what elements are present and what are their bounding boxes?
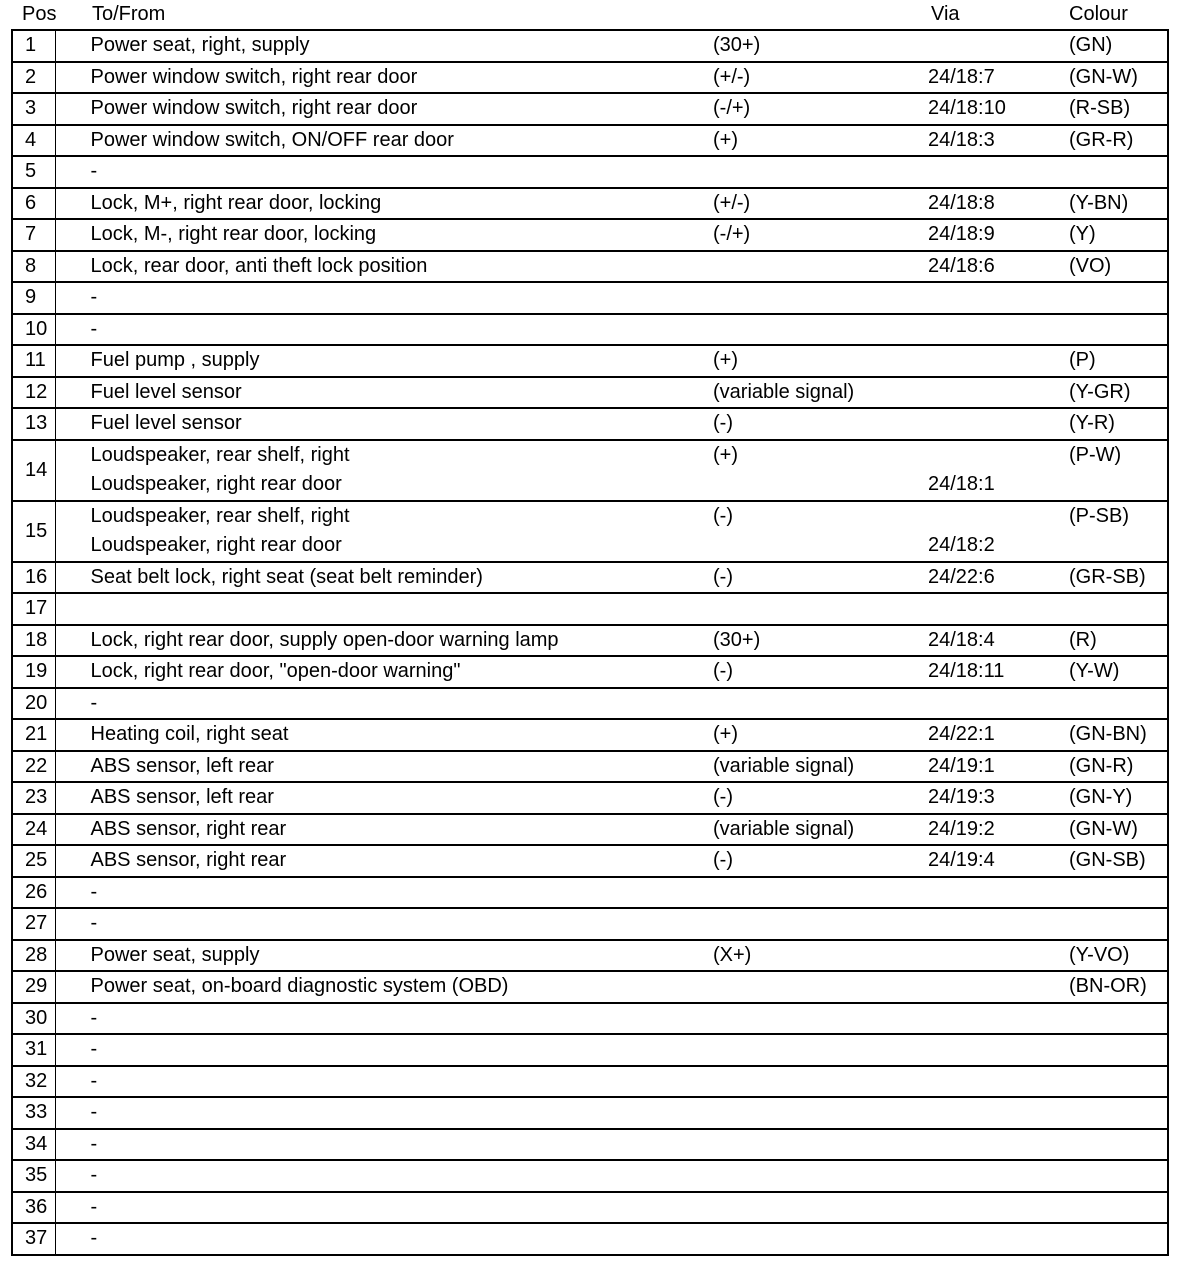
colour-cell [1069,1192,1168,1224]
colour-cell [1069,1097,1168,1129]
signal-cell: (+/-) [713,62,928,94]
to-from-cell: - [55,282,713,314]
colour-cell: (GR-SB) [1069,562,1168,594]
signal-cell [713,1066,928,1098]
to-from-cell: - [55,1003,713,1035]
to-from-cell: Lock, M+, right rear door, locking [55,188,713,220]
signal-cell: (+) [713,125,928,157]
table-row [12,501,1168,532]
colour-cell [1069,314,1168,346]
header-via: Via [931,3,960,25]
table-row [12,814,1168,846]
signal-cell: (variable signal) [713,377,928,409]
via-cell: 24/18:1 [928,473,995,496]
table-row [12,219,1168,251]
pos-cell: 14 [12,440,55,501]
signal-cell: (-) [713,782,928,814]
pos-cell: 11 [12,345,55,377]
colour-cell: (GN-BN) [1069,719,1168,751]
to-from-cell: Heating coil, right seat [55,719,713,751]
colour-cell [1069,908,1168,940]
signal-cell [713,1003,928,1035]
via-cell [928,1066,1069,1098]
header-to-from: To/From [92,3,166,25]
via-cell: 24/19:2 [928,814,1069,846]
pos-cell: 15 [12,501,55,562]
via-cell: 24/18:4 [928,625,1069,657]
table-row-continuation [12,531,1168,562]
to-from-cell: - [55,688,713,720]
pos-cell: 35 [12,1160,55,1192]
colour-cell [1069,877,1168,909]
colour-cell: (Y-GR) [1069,377,1168,409]
table-row [12,1223,1168,1255]
signal-cell [713,251,928,283]
to-from-cell: - [55,1066,713,1098]
table-row [12,345,1168,377]
header-pos: Pos [22,3,57,25]
colour-cell: (R-SB) [1069,93,1168,125]
to-from-cell: Fuel pump , supply [55,345,713,377]
pos-cell: 25 [12,845,55,877]
signal-cell [713,688,928,720]
table-row [12,625,1168,657]
pos-cell: 1 [12,30,55,62]
pos-cell: 16 [12,562,55,594]
signal-cell [713,156,928,188]
to-from-cell: ABS sensor, right rear [55,814,713,846]
colour-cell: (GN-W) [1069,814,1168,846]
table-row [12,751,1168,783]
via-cell [928,345,1069,377]
colour-cell [1069,1003,1168,1035]
table-row [12,688,1168,720]
signal-cell: (variable signal) [713,751,928,783]
table-row [12,125,1168,157]
to-from-cell: Power seat, supply [55,940,713,972]
to-from-cell: Loudspeaker, right rear door [90,534,342,557]
signal-cell: (30+) [713,625,928,657]
table-row [12,377,1168,409]
via-cell: 24/22:6 [928,562,1069,594]
via-cell [928,940,1069,972]
colour-cell: (GN-Y) [1069,782,1168,814]
signal-cell: (X+) [713,940,928,972]
signal-cell [713,531,928,562]
via-cell: 24/19:1 [928,751,1069,783]
signal-cell: (-/+) [713,219,928,251]
wiring-table [11,29,1169,1256]
colour-cell: (R) [1069,625,1168,657]
via-cell [928,1160,1069,1192]
colour-cell: (P) [1069,345,1168,377]
colour-cell [1069,1034,1168,1066]
to-from-cell: - [55,1192,713,1224]
table-row [12,1097,1168,1129]
pos-cell: 7 [12,219,55,251]
pos-cell: 5 [12,156,55,188]
table-row [12,30,1168,62]
via-cell: 24/18:2 [928,534,995,557]
signal-cell [713,877,928,909]
via-cell [928,1129,1069,1161]
colour-cell [1069,156,1168,188]
signal-cell [713,1223,928,1255]
to-from-cell: Lock, right rear door, "open-door warning" [55,656,713,688]
pos-cell: 23 [12,782,55,814]
to-from-cell [55,593,713,625]
table-row [12,282,1168,314]
pos-cell: 19 [12,656,55,688]
to-from-cell: - [55,1129,713,1161]
signal-cell: (30+) [713,30,928,62]
colour-cell: (BN-OR) [1069,971,1168,1003]
colour-cell: (Y) [1069,219,1168,251]
signal-cell [713,971,928,1003]
to-from-cell: - [55,1160,713,1192]
table-row [12,908,1168,940]
signal-cell [713,314,928,346]
to-from-cell: - [55,1223,713,1255]
table-row [12,251,1168,283]
signal-cell [713,908,928,940]
via-cell [928,1003,1069,1035]
to-from-cell: Fuel level sensor [55,377,713,409]
table-row [12,845,1168,877]
pos-cell: 36 [12,1192,55,1224]
via-cell: 24/19:3 [928,782,1069,814]
colour-cell: (Y-VO) [1069,940,1168,972]
to-from-cell: Power window switch, ON/OFF rear door [55,125,713,157]
to-from-cell: - [55,156,713,188]
table-row [12,440,1168,471]
via-cell [928,1097,1069,1129]
colour-cell [1069,470,1168,501]
pos-cell: 31 [12,1034,55,1066]
pos-cell: 27 [12,908,55,940]
via-cell: 24/18:7 [928,62,1069,94]
pos-cell: 37 [12,1223,55,1255]
table-row [12,314,1168,346]
to-from-cell: Power seat, right, supply [55,30,713,62]
pos-cell: 3 [12,93,55,125]
table-row [12,156,1168,188]
colour-cell: (Y-BN) [1069,188,1168,220]
via-cell [928,282,1069,314]
signal-cell [713,1034,928,1066]
to-from-cell: Seat belt lock, right seat (seat belt reminder) [55,562,713,594]
via-cell: 24/18:8 [928,188,1069,220]
table-row-continuation [12,470,1168,501]
pos-cell: 20 [12,688,55,720]
pos-cell: 8 [12,251,55,283]
signal-cell: (-) [713,408,928,440]
table-row [12,782,1168,814]
table-row [12,562,1168,594]
table-row [12,719,1168,751]
signal-cell: (-) [713,562,928,594]
colour-cell: (GR-R) [1069,125,1168,157]
pos-cell: 29 [12,971,55,1003]
pos-cell: 34 [12,1129,55,1161]
colour-cell [1069,593,1168,625]
pos-cell: 30 [12,1003,55,1035]
to-from-cell: Power window switch, right rear door [55,62,713,94]
via-cell [928,971,1069,1003]
table-row [12,1034,1168,1066]
colour-cell: (GN-R) [1069,751,1168,783]
pos-cell: 22 [12,751,55,783]
to-from-cell: Power seat, on-board diagnostic system (OBD) [55,971,713,1003]
table-row [12,93,1168,125]
colour-cell: (P-SB) [1069,501,1168,532]
to-from-cell: Fuel level sensor [55,408,713,440]
table-row [12,1066,1168,1098]
table-row [12,1003,1168,1035]
pos-cell: 12 [12,377,55,409]
via-cell [928,501,1069,532]
pos-cell: 21 [12,719,55,751]
pos-cell: 2 [12,62,55,94]
colour-cell: (GN) [1069,30,1168,62]
colour-cell [1069,1129,1168,1161]
table-row [12,1160,1168,1192]
colour-cell: (GN-SB) [1069,845,1168,877]
via-cell [928,30,1069,62]
via-cell [928,156,1069,188]
table-row [12,877,1168,909]
to-from-cell: - [55,877,713,909]
table-row [12,408,1168,440]
table-row [12,940,1168,972]
signal-cell [713,470,928,501]
to-from-cell: - [55,1097,713,1129]
pos-cell: 28 [12,940,55,972]
signal-cell: (+) [713,719,928,751]
colour-cell: (Y-W) [1069,656,1168,688]
colour-cell [1069,1223,1168,1255]
signal-cell: (+) [713,345,928,377]
to-from-cell: Loudspeaker, rear shelf, right [55,440,713,471]
signal-cell: (+) [713,440,928,471]
colour-cell: (Y-R) [1069,408,1168,440]
signal-cell [713,282,928,314]
table-row [12,971,1168,1003]
colour-cell: (VO) [1069,251,1168,283]
pos-cell: 10 [12,314,55,346]
via-cell: 24/18:11 [928,656,1069,688]
pos-cell: 24 [12,814,55,846]
signal-cell [713,1192,928,1224]
to-from-cell: Lock, right rear door, supply open-door warning lamp [55,625,713,657]
via-cell [928,314,1069,346]
via-cell [928,377,1069,409]
to-from-cell: ABS sensor, left rear [55,751,713,783]
via-cell [928,440,1069,471]
signal-cell [713,593,928,625]
colour-cell: (GN-W) [1069,62,1168,94]
via-cell [928,1192,1069,1224]
table-row [12,1129,1168,1161]
to-from-cell: - [55,314,713,346]
signal-cell: (variable signal) [713,814,928,846]
via-cell [928,908,1069,940]
pos-cell: 32 [12,1066,55,1098]
pos-cell: 6 [12,188,55,220]
signal-cell [713,1097,928,1129]
table-row [12,62,1168,94]
colour-cell [1069,688,1168,720]
table-row [12,188,1168,220]
signal-cell [713,1129,928,1161]
signal-cell: (-) [713,501,928,532]
colour-cell: (P-W) [1069,440,1168,471]
colour-cell [1069,1066,1168,1098]
signal-cell [713,1160,928,1192]
via-cell: 24/22:1 [928,719,1069,751]
to-from-cell: ABS sensor, left rear [55,782,713,814]
via-cell [928,877,1069,909]
pos-cell: 9 [12,282,55,314]
pos-cell: 13 [12,408,55,440]
signal-cell: (+/-) [713,188,928,220]
pos-cell: 33 [12,1097,55,1129]
via-cell: 24/18:9 [928,219,1069,251]
via-cell [928,1034,1069,1066]
to-from-cell: - [55,1034,713,1066]
to-from-cell: Power window switch, right rear door [55,93,713,125]
pos-cell: 18 [12,625,55,657]
signal-cell: (-/+) [713,93,928,125]
signal-cell: (-) [713,845,928,877]
colour-cell [1069,1160,1168,1192]
via-cell [928,688,1069,720]
to-from-cell: - [55,908,713,940]
via-cell: 24/19:4 [928,845,1069,877]
colour-cell [1069,531,1168,562]
via-cell [928,408,1069,440]
header-colour: Colour [1069,3,1128,25]
signal-cell: (-) [713,656,928,688]
pos-cell: 17 [12,593,55,625]
to-from-cell: ABS sensor, right rear [55,845,713,877]
to-from-cell: Loudspeaker, rear shelf, right [55,501,713,532]
via-cell [928,593,1069,625]
table-row [12,1192,1168,1224]
via-cell: 24/18:10 [928,93,1069,125]
to-from-cell: Loudspeaker, right rear door [90,473,342,496]
via-cell: 24/18:3 [928,125,1069,157]
to-from-cell: Lock, M-, right rear door, locking [55,219,713,251]
via-cell [928,1223,1069,1255]
pos-cell: 4 [12,125,55,157]
table-row [12,656,1168,688]
pos-cell: 26 [12,877,55,909]
colour-cell [1069,282,1168,314]
via-cell: 24/18:6 [928,251,1069,283]
table-row [12,593,1168,625]
to-from-cell: Lock, rear door, anti theft lock position [55,251,713,283]
